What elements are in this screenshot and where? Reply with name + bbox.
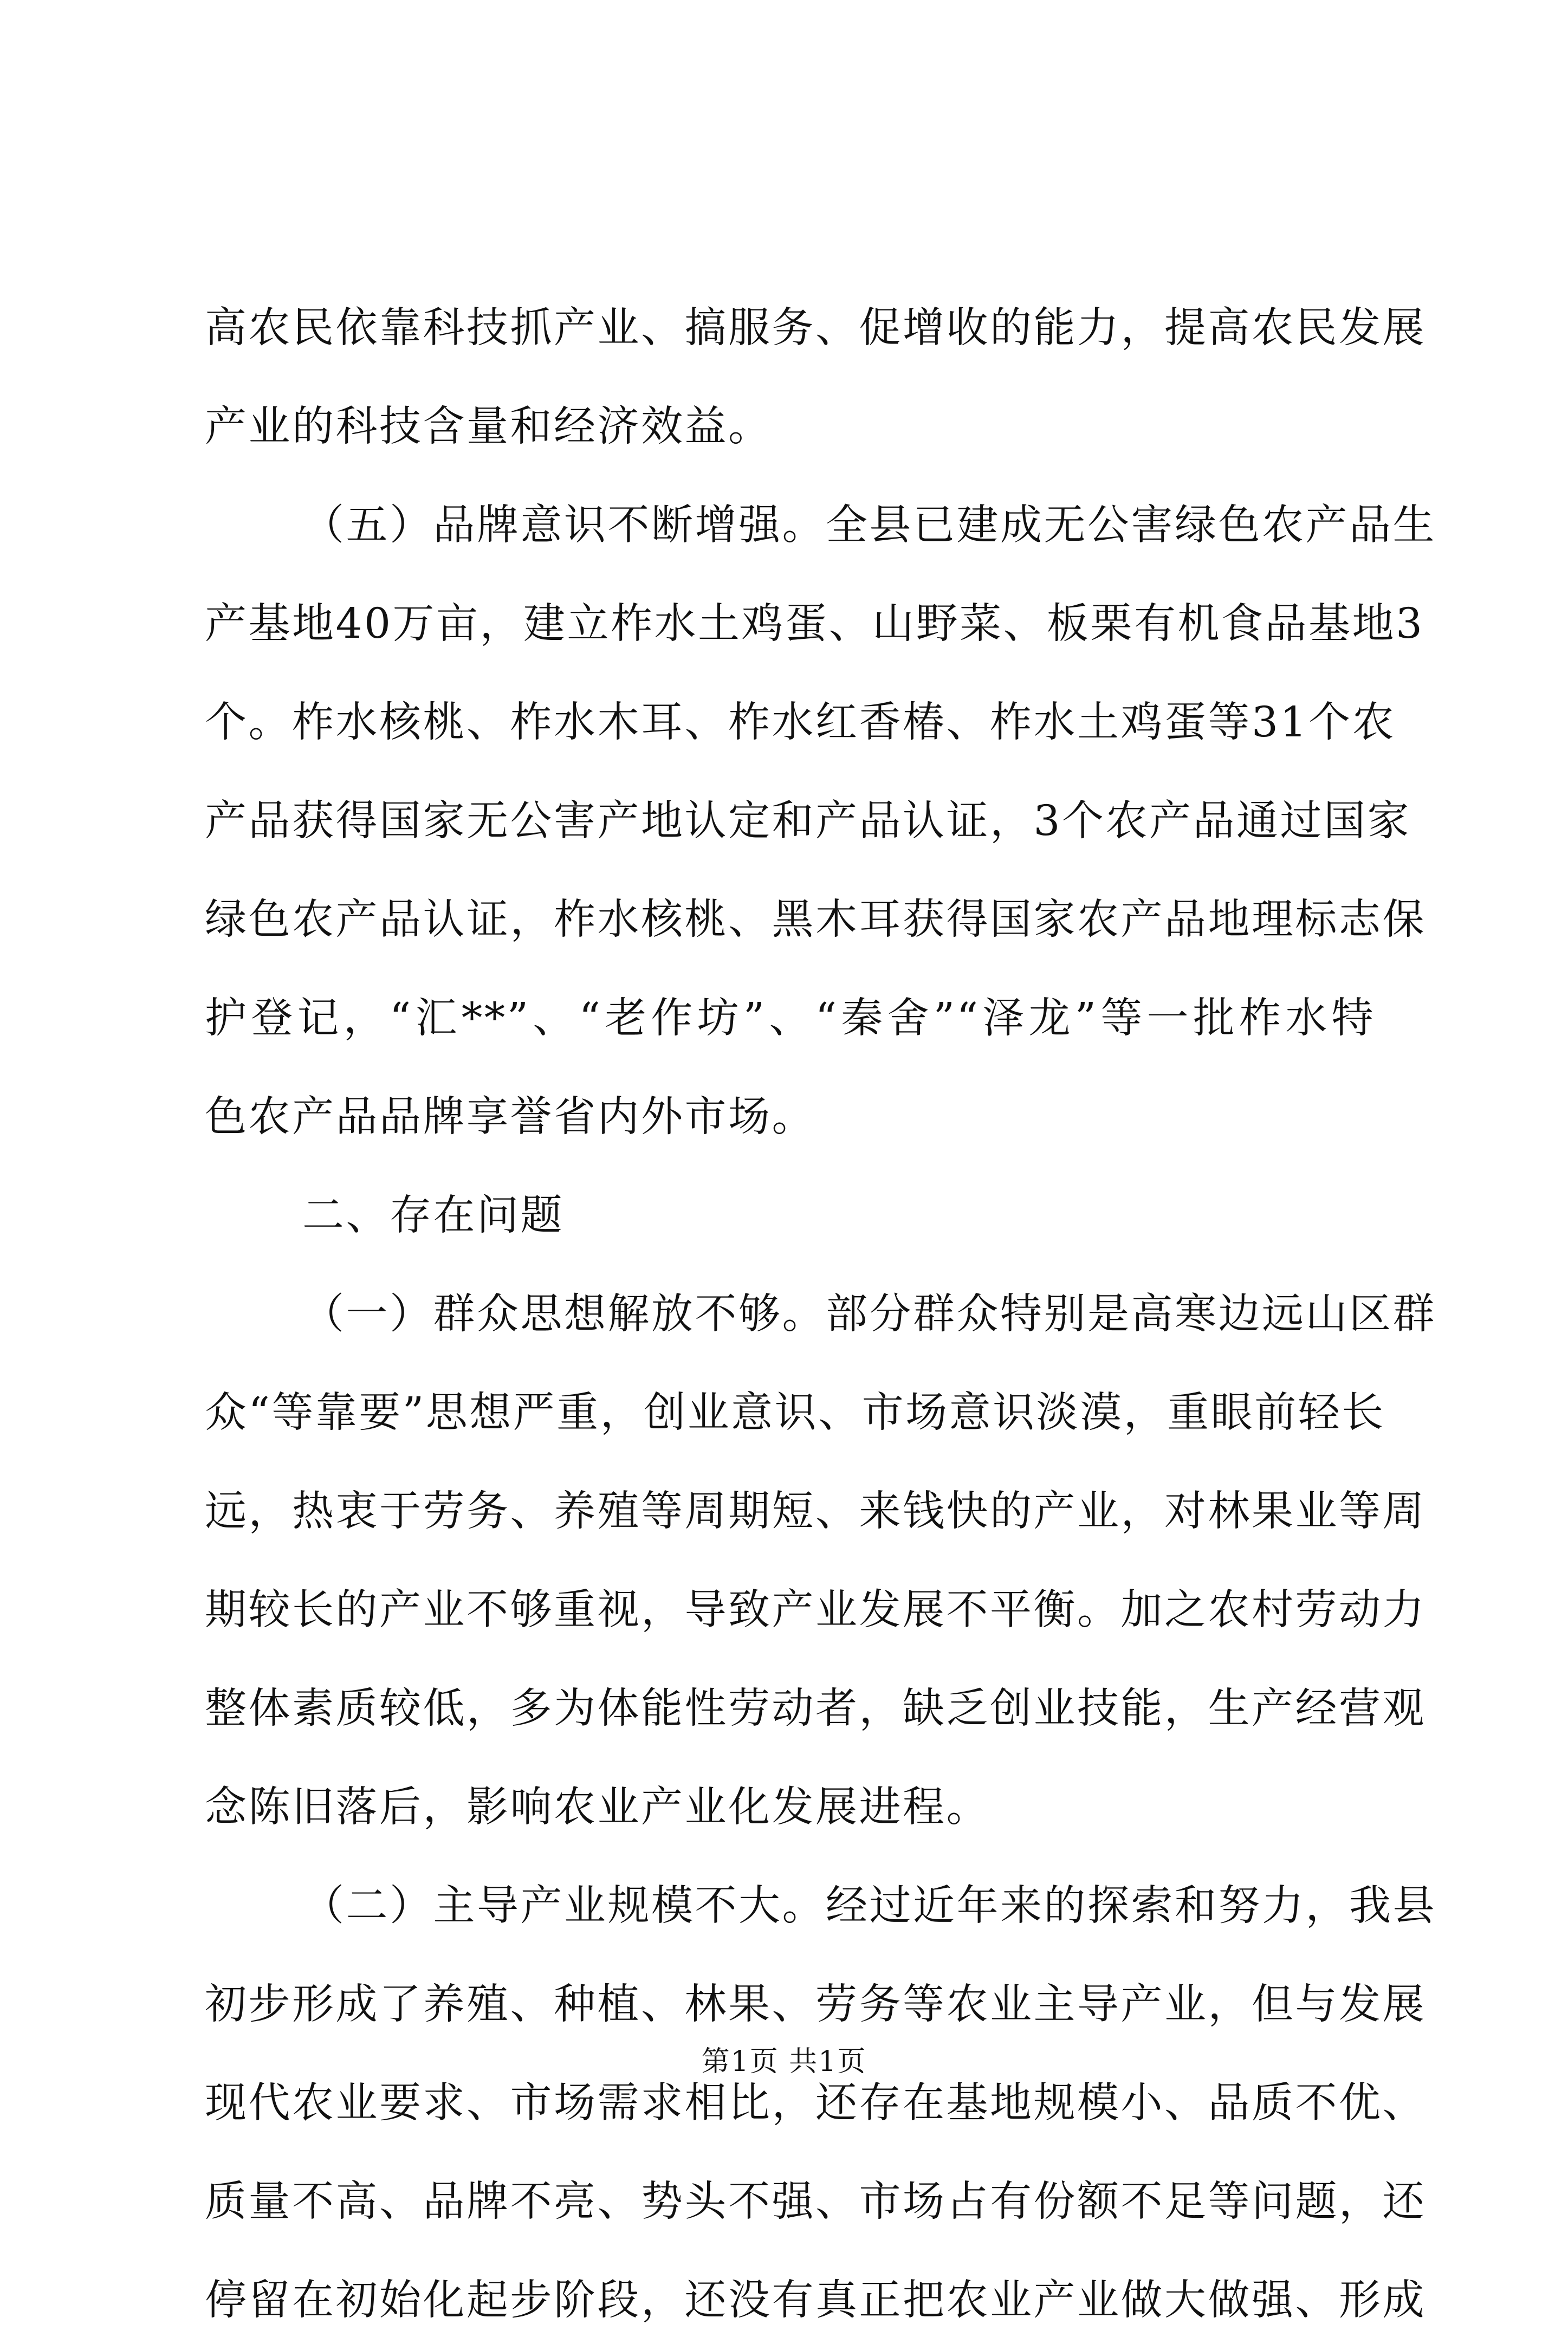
text-line: 期较长的产业不够重视，导致产业发展不平衡。加之农村劳动力 (205, 1586, 1426, 1634)
text-line: 念陈旧落后，影响农业产业化发展进程。 (205, 1783, 990, 1831)
text-line: （五）品牌意识不断增强。全县已建成无公害绿色农产品生 (302, 501, 1436, 549)
text-line: 个。柞水核桃、柞水木耳、柞水红香椿、柞水土鸡蛋等31个农 (205, 698, 1396, 747)
text-line: 众“等靠要”思想严重，创业意识、市场意识淡漠，重眼前轻长 (205, 1389, 1385, 1437)
text-line: 色农产品品牌享誉省内外市场。 (205, 1093, 815, 1141)
paragraph-brand-awareness (205, 476, 1436, 1167)
text-line: （二）主导产业规模不大。经过近年来的探索和努力，我县 (302, 1882, 1436, 1930)
text-line: 现代农业要求、市场需求相比，还存在基地规模小、品质不优、 (205, 2079, 1426, 2127)
text-line: 高农民依靠科技抓产业、搞服务、促增收的能力，提高农民发展 (205, 304, 1426, 352)
text-line: 产业的科技含量和经济效益。 (205, 403, 772, 451)
text-line: 停留在初始化起步阶段，还没有真正把农业产业做大做强、形成 (205, 2276, 1426, 2325)
text-line: 质量不高、品牌不亮、势头不强、市场占有份额不足等问题，还 (205, 2178, 1426, 2226)
paragraph-continuation (205, 279, 1426, 476)
text-line: 整体素质较低，多为体能性劳动者，缺乏创业技能，生产经营观 (205, 1685, 1426, 1733)
text-line: 护登记，“汇**”、“老作坊”、“秦舍”“泽龙”等一批柞水特 (205, 994, 1375, 1043)
section-heading-problems (205, 1167, 1375, 1265)
text-line: 产基地40万亩，建立柞水土鸡蛋、山野菜、板栗有机食品基地3 (205, 600, 1424, 648)
text-line: 产品获得国家无公害产地认定和产品认证，3个农产品通过国家 (205, 797, 1411, 845)
page-number-label: 第1页 共1页 (701, 2045, 867, 2078)
text-line: 远，热衷于劳务、养殖等周期短、来钱快的产业，对林果业等周 (205, 1487, 1426, 1536)
document-body (205, 279, 1436, 2350)
text-line: 绿色农产品认证，柞水核桃、黑木耳获得国家农产品地理标志保 (205, 896, 1426, 944)
text-line: 初步形成了养殖、种植、林果、劳务等农业主导产业，但与发展 (205, 1980, 1426, 2029)
page-footer (0, 2043, 1568, 2081)
section-heading: 二、存在问题 (302, 1192, 564, 1240)
text-line: （一）群众思想解放不够。部分群众特别是高寒边远山区群 (302, 1290, 1436, 1338)
paragraph-thinking (205, 1265, 1436, 1857)
paragraph-scale (205, 1857, 1436, 2350)
